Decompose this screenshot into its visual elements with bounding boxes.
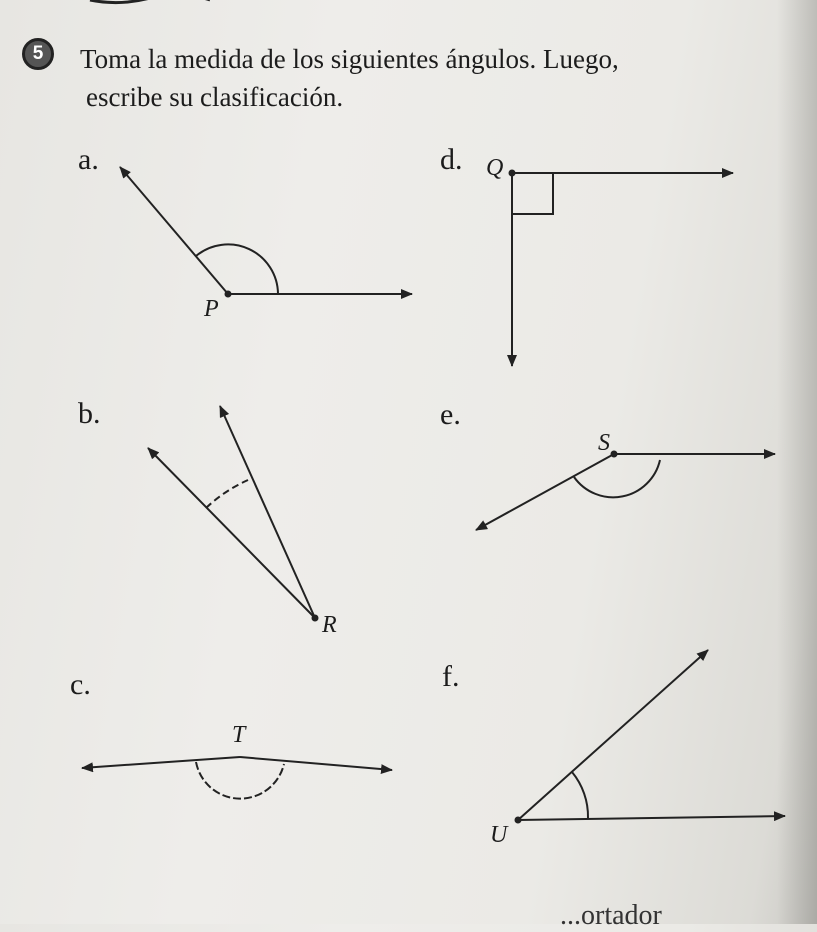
item-label-d: d. (440, 143, 463, 176)
angle-f (516, 650, 786, 823)
vertex-label-r: R (322, 612, 337, 638)
item-label-e: e. (440, 398, 461, 431)
bottom-text-fragment: ...ortador (560, 900, 662, 931)
vertex-label-u: U (490, 822, 508, 848)
item-label-a: a. (78, 143, 99, 176)
vertex-label-p: P (204, 296, 219, 322)
instruction-line-2: escribe su clasificación. (86, 82, 344, 112)
item-label-f: f. (442, 660, 460, 693)
vertex-label-s: S (598, 430, 610, 456)
angle-a (120, 167, 412, 297)
angle-b (148, 406, 318, 621)
item-label-c: c. (70, 668, 91, 701)
angle-e (476, 452, 775, 531)
item-label-b: b. (78, 397, 101, 430)
exercise-number-badge: 5 (22, 38, 54, 70)
angle-d (510, 171, 734, 367)
instruction-line-1: Toma la medida de los siguientes ángulos. Luego, (80, 44, 619, 74)
angle-c (82, 757, 392, 799)
vertex-label-q: Q (486, 155, 504, 181)
vertex-label-t: T (232, 722, 246, 748)
